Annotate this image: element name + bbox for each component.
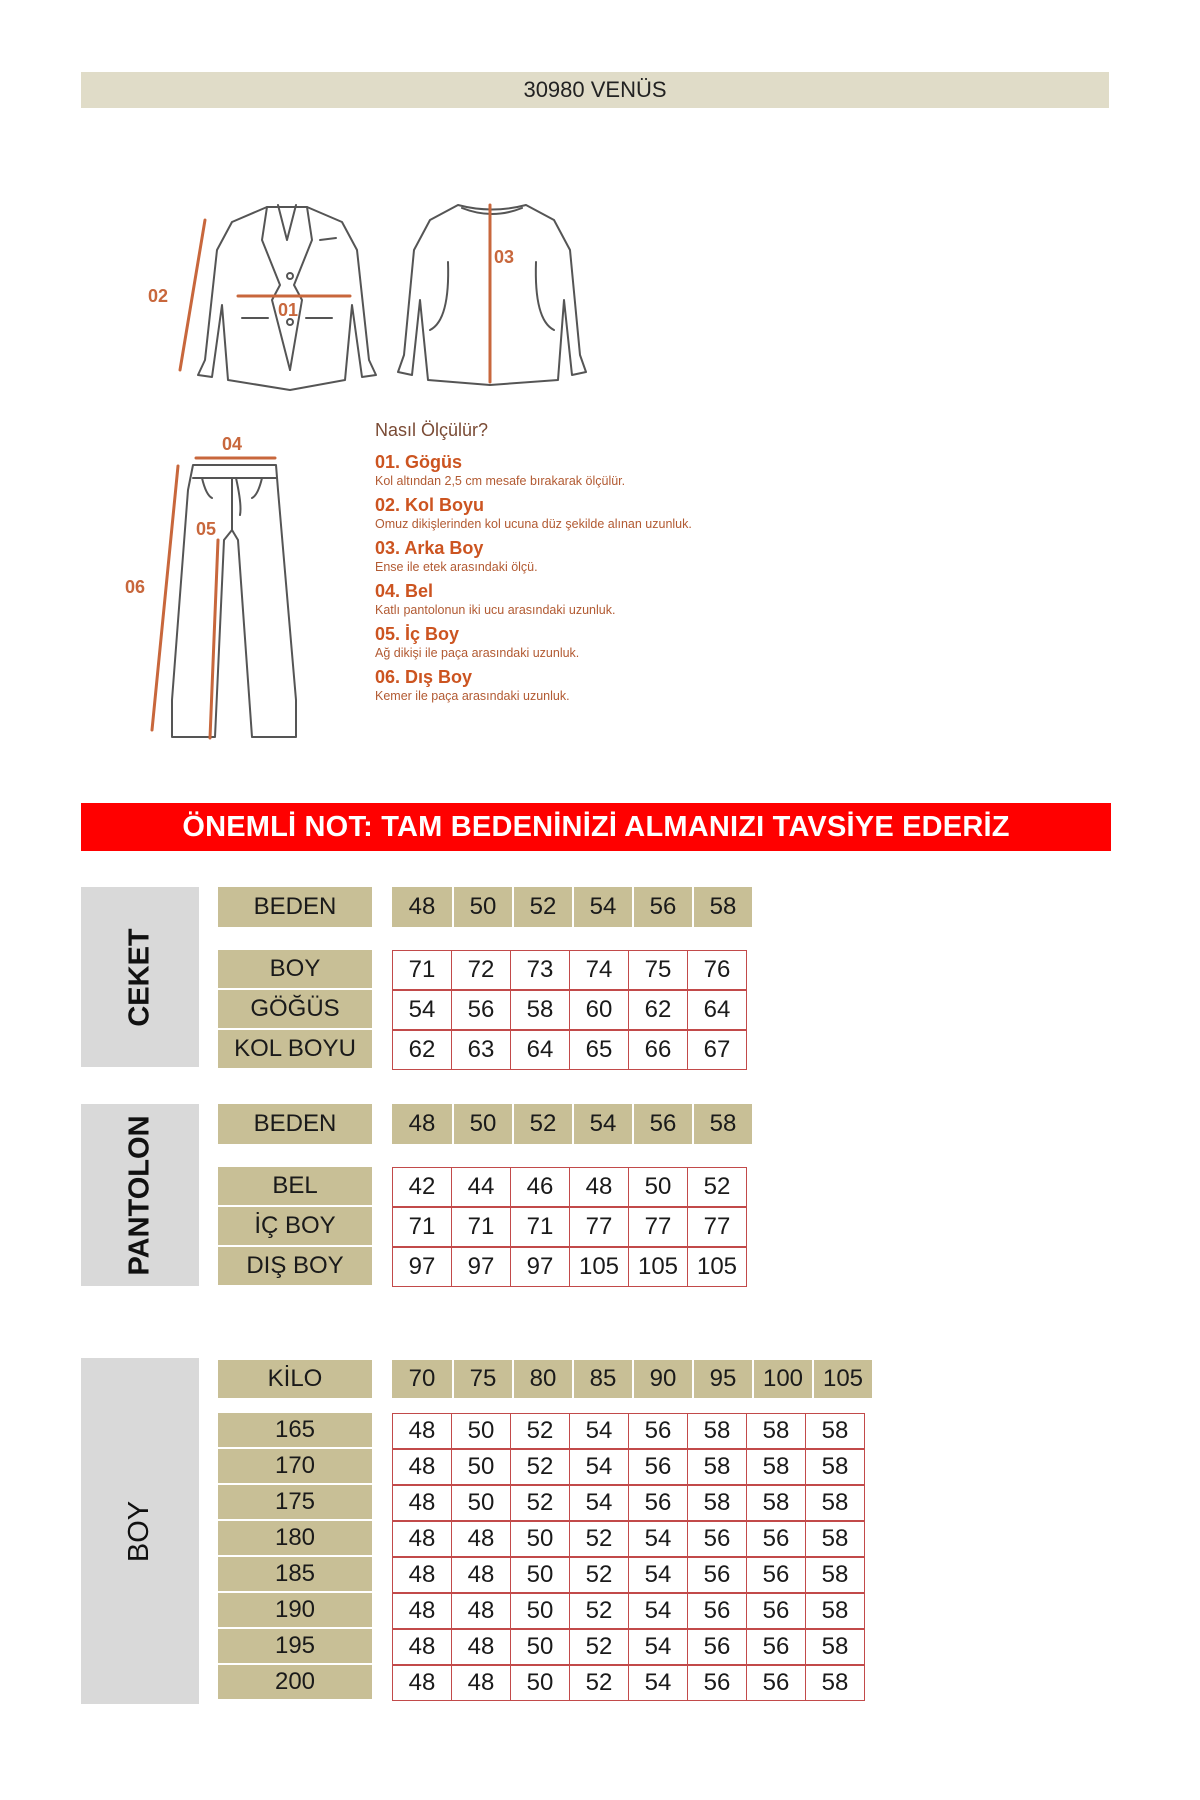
how-to-item-head: 03. Arka Boy: [375, 538, 484, 558]
boy_kilo-cell: 52: [510, 1485, 570, 1521]
boy_kilo-cell: 50: [510, 1521, 570, 1557]
boy_kilo-header-cell: 100: [752, 1360, 812, 1398]
boy_kilo-header-cell: 75: [452, 1360, 512, 1398]
boy_kilo-cell: 50: [451, 1485, 511, 1521]
pantolon-cell: 97: [451, 1247, 511, 1287]
ceket-cell: 58: [510, 990, 570, 1030]
boy_kilo-cell: 48: [451, 1593, 511, 1629]
boy_kilo-row-cells: [392, 1449, 865, 1485]
pantolon-cell: 71: [392, 1207, 452, 1247]
how-to-title: Nasıl Ölçülür?: [375, 420, 489, 440]
boy_kilo-cell: 48: [392, 1593, 452, 1629]
ceket-row-cells: [392, 950, 747, 990]
pantolon-row-cells: [392, 1207, 747, 1247]
boy_kilo-cell: 58: [746, 1413, 806, 1449]
pantolon-cell: 50: [628, 1167, 688, 1207]
boy_kilo-cell: 50: [510, 1665, 570, 1701]
boy_kilo-row-cells: [392, 1521, 865, 1557]
pantolon-row-label: DIŞ BOY: [218, 1247, 372, 1285]
pantolon-cell: 97: [392, 1247, 452, 1287]
ceket-cell: 76: [687, 950, 747, 990]
how-to-measure: [375, 420, 895, 709]
how-to-item-desc: Kemer ile paça arasındaki uzunluk.: [375, 689, 570, 703]
boy_kilo-cell: 54: [628, 1629, 688, 1665]
jacket-front-drawing: [198, 205, 376, 390]
boy_kilo-cell: 54: [569, 1413, 629, 1449]
boy_kilo-cell: 50: [510, 1629, 570, 1665]
ceket-cell: 72: [451, 950, 511, 990]
pantolon-cell: 44: [451, 1167, 511, 1207]
trousers-drawing: [172, 465, 296, 737]
boy_kilo-cell: 52: [569, 1521, 629, 1557]
boy_kilo-cell: 58: [687, 1413, 747, 1449]
jacket-back-drawing: [398, 205, 586, 385]
ceket-cell: 73: [510, 950, 570, 990]
boy_kilo-row-cells: [392, 1593, 865, 1629]
boy_kilo-cell: 48: [392, 1449, 452, 1485]
ceket-side-label-text: CEKET: [123, 927, 156, 1027]
how-to-item-desc: Ağ dikişi ile paça arasındaki uzunluk.: [375, 646, 580, 660]
measure-label-06: 06: [125, 577, 146, 597]
boy_kilo-header-cell: 95: [692, 1360, 752, 1398]
pantolon-header-cell: 54: [572, 1104, 632, 1144]
how-to-item: [375, 451, 895, 489]
ceket-cell: 66: [628, 1030, 688, 1070]
pantolon-cell: 77: [628, 1207, 688, 1247]
boy_kilo-row-label: 180: [218, 1521, 372, 1555]
how-to-item-head: 06. Dış Boy: [375, 667, 473, 687]
ceket-cell: 75: [628, 950, 688, 990]
boy_kilo-cell: 48: [392, 1485, 452, 1521]
boy_kilo-row-label: 165: [218, 1413, 372, 1447]
pantolon-cell: 71: [451, 1207, 511, 1247]
ceket-header-cells: [392, 887, 752, 927]
ceket-row-cells: [392, 1030, 747, 1070]
pantolon-row-cells: [392, 1167, 747, 1207]
boy_kilo-row-label: 170: [218, 1449, 372, 1483]
pantolon-header-cell: 52: [512, 1104, 572, 1144]
pantolon-header-cell: 50: [452, 1104, 512, 1144]
boy_kilo-row-cells: [392, 1629, 865, 1665]
how-to-item-desc: Katlı pantolonun iki ucu arasındaki uzunluk.: [375, 603, 616, 617]
pantolon-header-cell: 48: [392, 1104, 452, 1144]
boy_kilo-header-label: KİLO: [218, 1360, 372, 1398]
pantolon-cell: 71: [510, 1207, 570, 1247]
boy_kilo-header-cell: 80: [512, 1360, 572, 1398]
how-to-item: [375, 494, 895, 532]
boy_kilo-cell: 58: [687, 1485, 747, 1521]
ceket-header-cell: 48: [392, 887, 452, 927]
boy_kilo-cell: 48: [451, 1665, 511, 1701]
boy_kilo-cell: 58: [805, 1449, 865, 1485]
boy_kilo-cell: 56: [687, 1629, 747, 1665]
pantolon-cell: 77: [687, 1207, 747, 1247]
boy_kilo-cell: 58: [805, 1593, 865, 1629]
how-to-item-desc: Ense ile etek arasındaki ölçü.: [375, 560, 538, 574]
boy_kilo-row-label: 185: [218, 1557, 372, 1591]
pantolon-cell: 46: [510, 1167, 570, 1207]
ceket-cell: 64: [510, 1030, 570, 1070]
boy_kilo-cell: 50: [510, 1557, 570, 1593]
boy_kilo-row-label: 195: [218, 1629, 372, 1663]
boy_kilo-cell: 56: [746, 1521, 806, 1557]
ceket-header-cell: 50: [452, 887, 512, 927]
important-note-banner: ÖNEMLİ NOT: TAM BEDENİNİZİ ALMANIZI TAVSİYE EDERİZ: [81, 803, 1111, 851]
boy_kilo-cell: 56: [628, 1413, 688, 1449]
boy_kilo-cell: 58: [805, 1521, 865, 1557]
pantolon-header-label: BEDEN: [218, 1104, 372, 1144]
boy_kilo-cell: 52: [569, 1557, 629, 1593]
boy_kilo-cell: 54: [628, 1593, 688, 1629]
boy_kilo-cell: 52: [569, 1665, 629, 1701]
boy_kilo-header-cell: 70: [392, 1360, 452, 1398]
how-to-item: [375, 623, 895, 661]
measure-label-02: 02: [148, 286, 169, 306]
boy_kilo-cell: 56: [687, 1557, 747, 1593]
ceket-cell: 62: [392, 1030, 452, 1070]
boy_kilo-row-label: 175: [218, 1485, 372, 1519]
boy_kilo-cell: 58: [746, 1449, 806, 1485]
how-to-item-head: 04. Bel: [375, 581, 434, 601]
measure-label-01: 01: [278, 300, 299, 320]
ceket-row-label: BOY: [218, 950, 372, 988]
ceket-cell: 67: [687, 1030, 747, 1070]
pantolon-cell: 52: [687, 1167, 747, 1207]
boy_kilo-cell: 58: [805, 1557, 865, 1593]
boy_kilo-cell: 56: [687, 1593, 747, 1629]
boy_kilo-cell: 54: [569, 1485, 629, 1521]
ceket-header-cell: 52: [512, 887, 572, 927]
boy_kilo-cell: 48: [451, 1521, 511, 1557]
ceket-header-label: BEDEN: [218, 887, 372, 927]
how-to-item: [375, 580, 895, 618]
pantolon-header-cell: 58: [692, 1104, 752, 1144]
boy_kilo-header-cell: 105: [812, 1360, 872, 1398]
boy_kilo-header-cell: 90: [632, 1360, 692, 1398]
measure-label-03: 03: [494, 247, 515, 267]
boy_kilo-cell: 56: [746, 1665, 806, 1701]
boy_kilo-row-cells: [392, 1665, 865, 1701]
boy_kilo-cell: 50: [510, 1593, 570, 1629]
pantolon-cell: 48: [569, 1167, 629, 1207]
boy_kilo-row-cells: [392, 1413, 865, 1449]
ceket-cell: 71: [392, 950, 452, 990]
ceket-header-cell: 58: [692, 887, 752, 927]
pantolon-row-label: İÇ BOY: [218, 1207, 372, 1245]
ceket-cell: 64: [687, 990, 747, 1030]
boy_kilo-cell: 54: [569, 1449, 629, 1485]
boy_kilo-cell: 56: [746, 1557, 806, 1593]
how-to-item-desc: Kol altından 2,5 cm mesafe bırakarak ölçülür.: [375, 474, 626, 488]
boy_kilo-cell: 48: [392, 1557, 452, 1593]
how-to-item-head: 05. İç Boy: [375, 624, 460, 644]
ceket-row-label: GÖĞÜS: [218, 990, 372, 1028]
boy_kilo-row-label: 200: [218, 1665, 372, 1699]
measure-label-04: 04: [222, 434, 243, 454]
boy_kilo-cell: 54: [628, 1521, 688, 1557]
pantolon-cell: 105: [569, 1247, 629, 1287]
ceket-cell: 54: [392, 990, 452, 1030]
ceket-cell: 74: [569, 950, 629, 990]
boy_kilo-cell: 58: [687, 1449, 747, 1485]
ceket-cell: 60: [569, 990, 629, 1030]
how-to-item: [375, 537, 895, 575]
boy_kilo-row-cells: [392, 1557, 865, 1593]
ceket-cell: 56: [451, 990, 511, 1030]
boy_kilo-cell: 54: [628, 1557, 688, 1593]
boy_kilo-cell: 56: [687, 1665, 747, 1701]
how-to-item-head: 02. Kol Boyu: [375, 495, 485, 515]
boy_kilo-cell: 58: [746, 1485, 806, 1521]
how-to-item-head: 01. Gögüs: [375, 452, 463, 472]
boy_kilo-row-label: 190: [218, 1593, 372, 1627]
boy_kilo-cell: 58: [805, 1665, 865, 1701]
pantolon-cell: 97: [510, 1247, 570, 1287]
boy_kilo-header-cell: 85: [572, 1360, 632, 1398]
ceket-cell: 62: [628, 990, 688, 1030]
boy_kilo-cell: 56: [746, 1593, 806, 1629]
pantolon-side-label: [81, 1104, 199, 1286]
pantolon-header-cells: [392, 1104, 752, 1144]
pantolon-cell: 105: [628, 1247, 688, 1287]
ceket-cell: 63: [451, 1030, 511, 1070]
page-title: 30980 VENÜS: [81, 72, 1109, 108]
pantolon-side-label-text: PANTOLON: [123, 1114, 156, 1276]
boy_kilo-cell: 56: [628, 1485, 688, 1521]
boy_kilo-cell: 56: [746, 1629, 806, 1665]
boy_kilo-cell: 48: [392, 1413, 452, 1449]
pantolon-row-label: BEL: [218, 1167, 372, 1205]
ceket-side-label: [81, 887, 199, 1067]
boy_kilo-cell: 52: [510, 1449, 570, 1485]
boy_kilo-cell: 52: [569, 1629, 629, 1665]
boy_kilo-cell: 58: [805, 1485, 865, 1521]
pantolon-header-cell: 56: [632, 1104, 692, 1144]
boy_kilo-cell: 50: [451, 1449, 511, 1485]
boy_kilo-cell: 52: [569, 1593, 629, 1629]
ceket-row-cells: [392, 990, 747, 1030]
boy_kilo-cell: 48: [392, 1665, 452, 1701]
ceket-header-cell: 56: [632, 887, 692, 927]
boy_kilo-cell: 56: [628, 1449, 688, 1485]
pantolon-cell: 42: [392, 1167, 452, 1207]
boy_kilo-cell: 48: [451, 1557, 511, 1593]
pantolon-cell: 105: [687, 1247, 747, 1287]
measure-label-05: 05: [196, 519, 217, 539]
boy_kilo-cell: 52: [510, 1413, 570, 1449]
ceket-header-cell: 54: [572, 887, 632, 927]
boy_kilo-cell: 48: [451, 1629, 511, 1665]
boy_kilo-cell: 54: [628, 1665, 688, 1701]
boy_kilo-cell: 48: [392, 1521, 452, 1557]
boy_kilo-cell: 58: [805, 1629, 865, 1665]
how-to-item: [375, 666, 895, 704]
how-to-item-desc: Omuz dikişlerinden kol ucuna düz şekilde alınan uzunluk.: [375, 517, 692, 531]
pantolon-cell: 77: [569, 1207, 629, 1247]
pantolon-row-cells: [392, 1247, 747, 1287]
boy_kilo-side-label: [81, 1358, 199, 1704]
boy_kilo-row-cells: [392, 1485, 865, 1521]
boy_kilo-side-label-text: BOY: [123, 1500, 156, 1562]
ceket-cell: 65: [569, 1030, 629, 1070]
boy_kilo-cell: 56: [687, 1521, 747, 1557]
boy_kilo-header-cells: [392, 1360, 872, 1398]
boy_kilo-cell: 58: [805, 1413, 865, 1449]
ceket-row-label: KOL BOYU: [218, 1030, 372, 1068]
boy_kilo-cell: 50: [451, 1413, 511, 1449]
boy_kilo-cell: 48: [392, 1629, 452, 1665]
